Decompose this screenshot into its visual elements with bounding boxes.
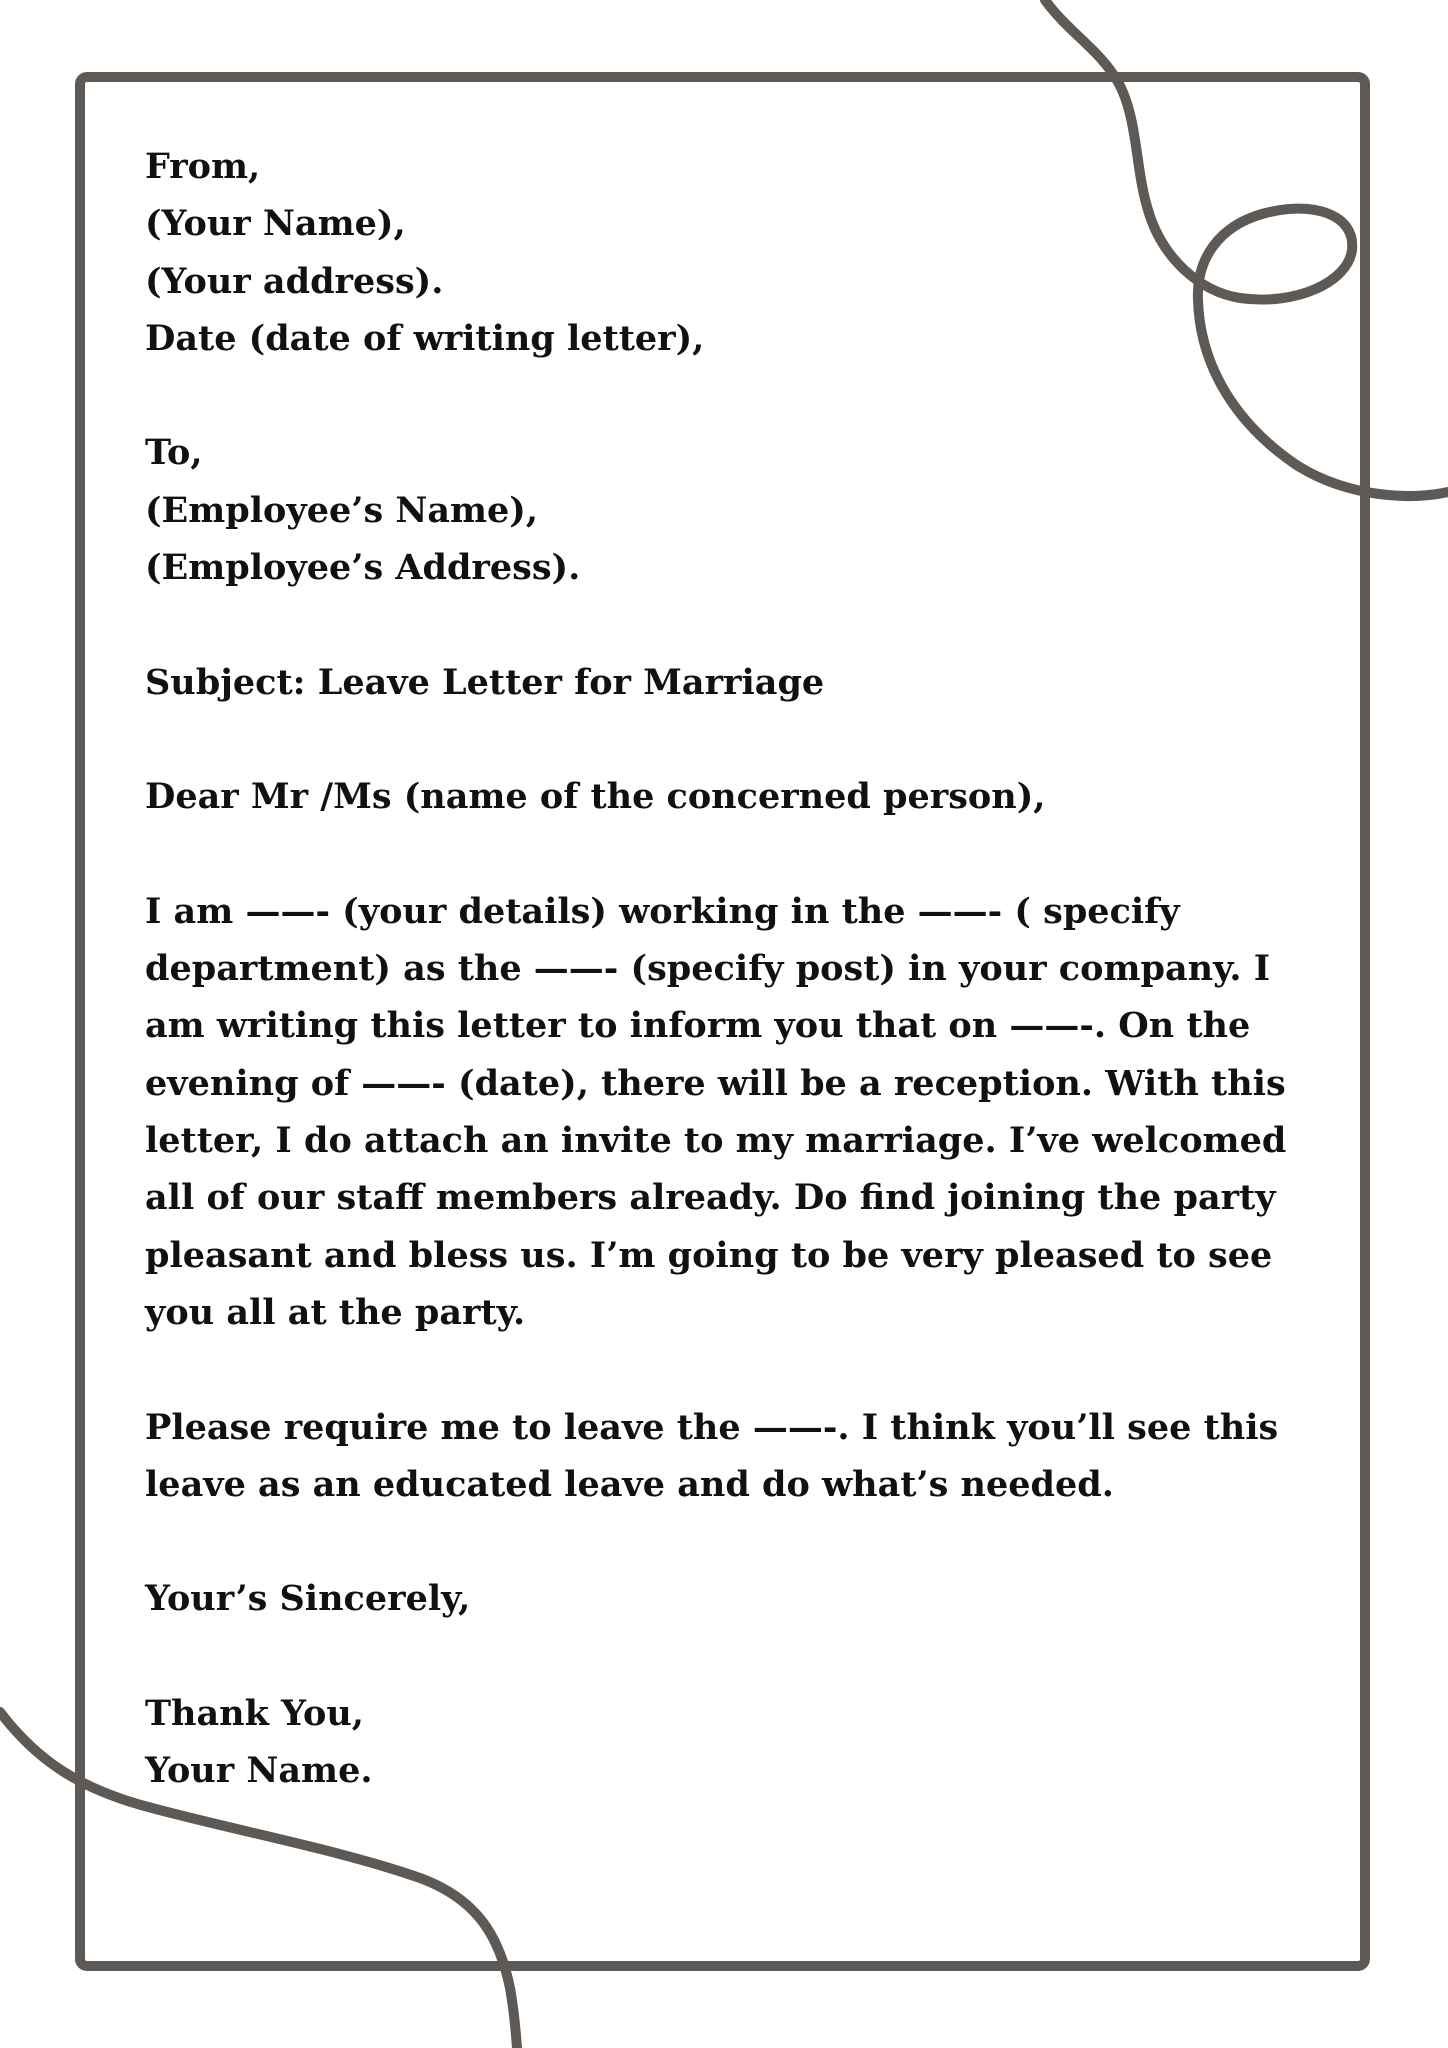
recipient-name: (Employee’s Name), [145, 489, 539, 531]
paragraph-line: leave as an educated leave and do what’s needed. [145, 1463, 1114, 1505]
paragraph-line: you all at the party. [145, 1291, 526, 1333]
paragraph-line: evening of ——- (date), there will be a reception. With this [145, 1062, 1286, 1104]
paragraph-line: pleasant and bless us. I’m going to be very pleased to see [145, 1234, 1273, 1276]
spacer [145, 367, 1325, 424]
paragraph-line: all of our staff members already. Do find joining the party [145, 1177, 1276, 1219]
subject-line: Subject: Leave Letter for Marriage [145, 661, 825, 703]
thanks-line: Thank You, [145, 1693, 364, 1735]
spacer [145, 1341, 1325, 1398]
spacer [145, 1628, 1325, 1685]
spacer [145, 711, 1325, 768]
letter-body [145, 138, 1325, 1800]
from-label: From, [145, 146, 261, 187]
paragraph-line: am writing this letter to inform you that on ——-. On the [145, 1005, 1251, 1047]
spacer [145, 826, 1325, 883]
salutation: Dear Mr /Ms (name of the concerned person), [145, 776, 1046, 818]
body-paragraph-2 [145, 1399, 1325, 1514]
spacer [145, 1513, 1325, 1570]
paragraph-line: I am ——- (your details) working in the ——- ( specify [145, 890, 1180, 932]
date-line: Date (date of writing letter), [145, 317, 705, 359]
signature-name: Your Name. [145, 1750, 373, 1792]
body-paragraph-1 [145, 883, 1325, 1341]
paragraph-line: letter, I do attach an invite to my marriage. I’ve welcomed [145, 1120, 1287, 1162]
recipient-address: (Employee’s Address). [145, 547, 581, 589]
paragraph-line: Please require me to leave the ——-. I think you’ll see this [145, 1406, 1279, 1448]
spacer [145, 596, 1325, 653]
sender-address: (Your address). [145, 260, 444, 302]
closing: Your’s Sincerely, [145, 1578, 471, 1620]
paragraph-line: department) as the ——- (specify post) in your company. I [145, 948, 1271, 990]
sender-name: (Your Name), [145, 203, 406, 245]
to-label: To, [145, 432, 203, 474]
